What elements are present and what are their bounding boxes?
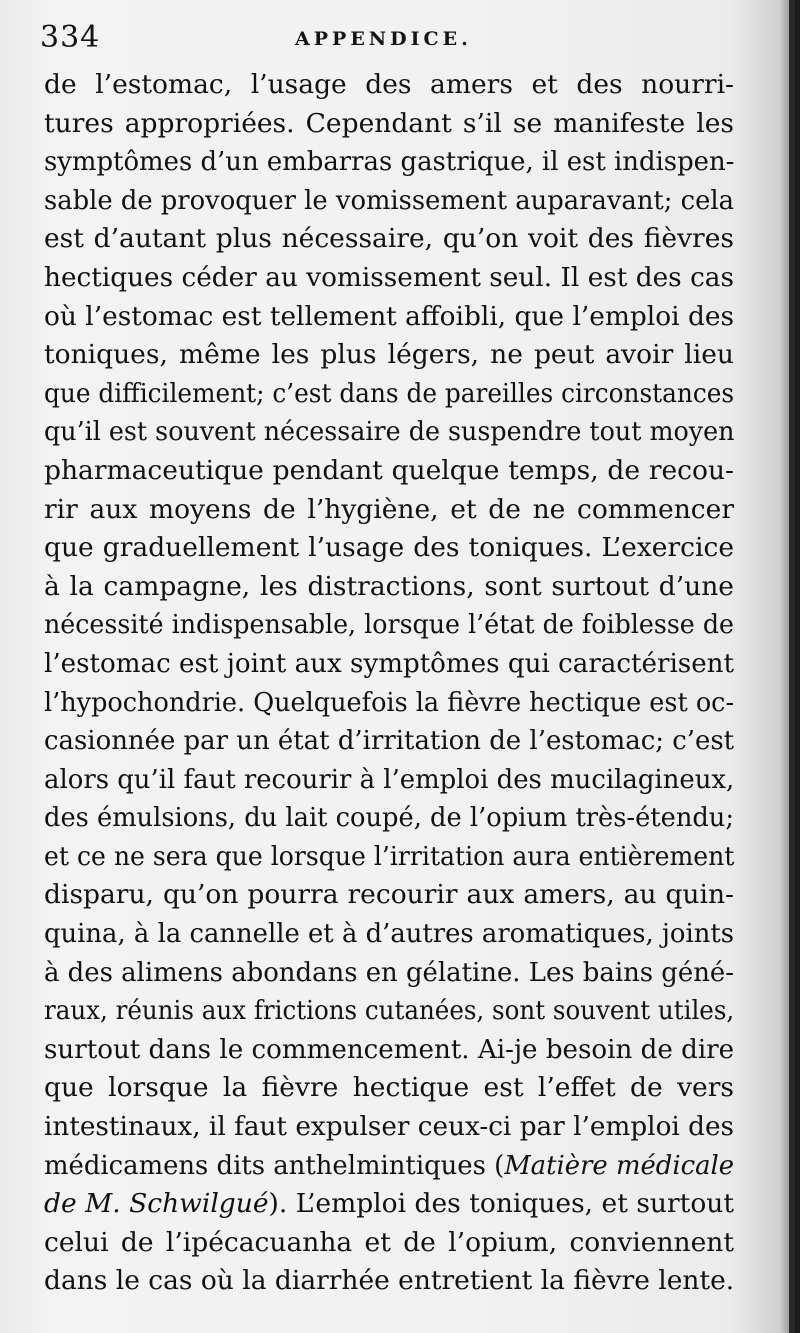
text-line: à des alimens abondans en gélatine. Les bains géné- (44, 956, 734, 988)
text-line: toniques, même les plus légers, ne peut avoir lieu (44, 339, 734, 371)
text-line: pharmaceutique pendant quelque temps, de recou- (44, 454, 734, 486)
text-line: alors qu’il faut recourir à l’emploi des mucilagineux, (44, 763, 735, 795)
page-header (40, 18, 740, 58)
text-line: hectiques céder au vomissement seul. Il est des cas (44, 261, 734, 293)
text-line: que graduellement l’usage des toniques. L’exercice (44, 532, 734, 564)
text-line: nécessité indispensable, lorsque l’état de foiblesse de (44, 609, 735, 641)
text-line: quina, à la cannelle et à d’autres aromatiques, joints (44, 918, 735, 950)
text-line: intestinaux, il faut expulser ceux-ci par l’emploi des (44, 1111, 735, 1143)
text-line: l’estomac est joint aux symptômes qui caractérisent (44, 647, 734, 679)
text-run: médicamens dits anthelmintiques ( (44, 1149, 505, 1181)
text-line: raux, réunis aux frictions cutanées, sont souvent utiles, (44, 995, 735, 1027)
text-line: l’hypochondrie. Quelquefois la fièvre hectique est oc- (44, 686, 735, 718)
text-line: qu’il est souvent nécessaire de suspendre tout moyen (44, 416, 735, 448)
citation-title: Matière médicale (504, 1149, 735, 1181)
page-number: 334 (40, 20, 101, 55)
text-line: casionnée par un état d’irritation de l’estomac; c’est (44, 725, 735, 757)
running-head: APPENDICE. (295, 28, 472, 50)
text-line: que difficilement; c’est dans de pareilles circonstances (44, 377, 735, 409)
text-run: ). L’emploi des toniques, et surtout (268, 1188, 734, 1220)
text-line: où l’estomac est tellement affoibli, que l’emploi des (44, 300, 735, 332)
text-line: sable de provoquer le vomissement auparavant; cela (44, 184, 735, 216)
text-line: de l’estomac, l’usage des amers et des nourri- (44, 69, 734, 100)
text-line: rir aux moyens de l’hygiène, et de ne commencer (44, 493, 734, 525)
text-line: surtout dans le commencement. Ai-je besoin de dire (44, 1033, 735, 1065)
page-body-text (44, 66, 734, 1301)
text-line-citation-start (44, 1147, 734, 1186)
text-line: celui de l’ipécacuanha et de l’opium, conviennent (44, 1226, 734, 1258)
text-line: à la campagne, les distractions, sont surtout d’une (44, 570, 734, 602)
text-line: tures appropriées. Cependant s’il se manifeste les (44, 107, 734, 139)
citation-author: de M. Schwilgué (44, 1188, 269, 1220)
text-line: symptômes d’un embarras gastrique, il est indispen- (44, 146, 735, 178)
text-line: des émulsions, du lait coupé, de l’opium très-étendu; (44, 802, 734, 834)
text-line: est d’autant plus nécessaire, qu’on voit des fièvres (44, 223, 734, 255)
text-line: disparu, qu’on pourra recourir aux amers, au quin- (44, 879, 734, 911)
text-line: et ce ne sera que lorsque l’irritation aura entièrement (44, 840, 735, 872)
page-edge-shadow (789, 0, 795, 1333)
text-line-citation-end (44, 1185, 734, 1224)
text-line-final: dans le cas où la diarrhée entretient la fièvre lente. (44, 1265, 735, 1297)
text-line: que lorsque la fièvre hectique est l’effet de vers (44, 1072, 734, 1104)
